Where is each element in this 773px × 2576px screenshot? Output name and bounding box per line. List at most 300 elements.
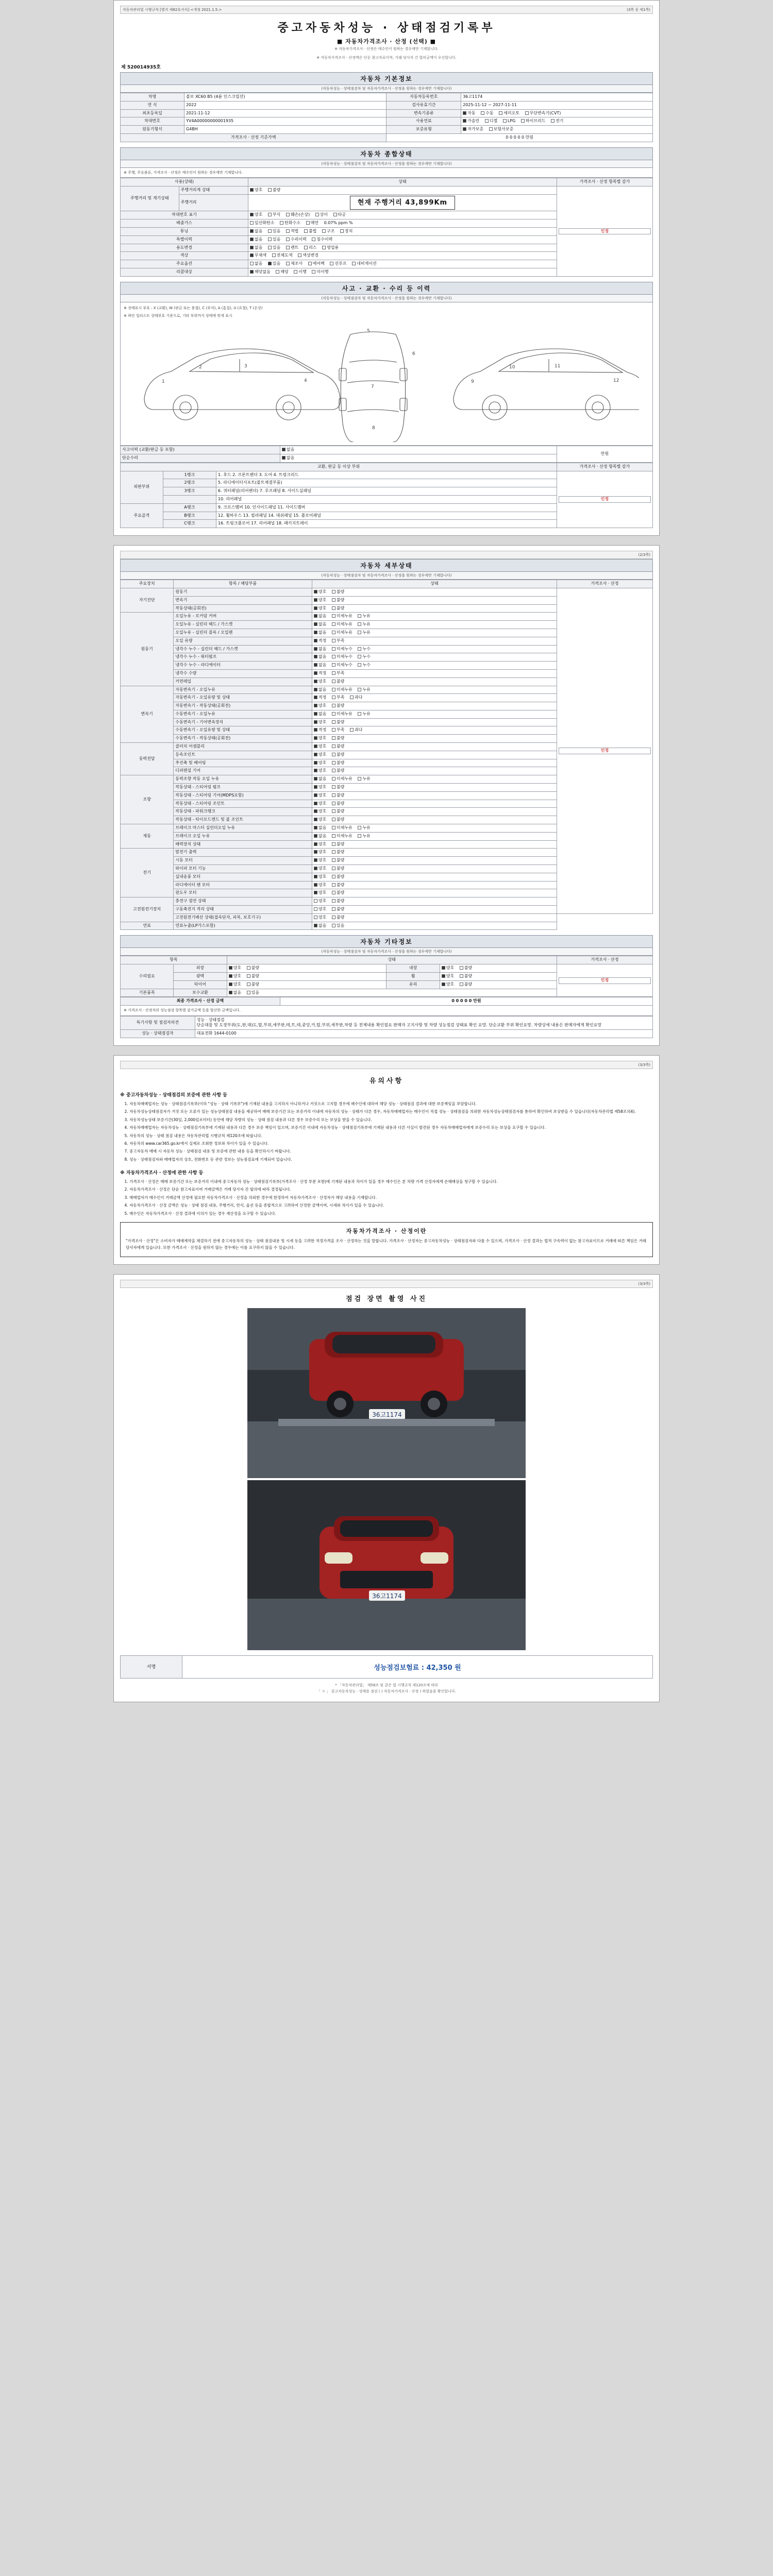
checkbox-icon[interactable] <box>332 875 335 878</box>
option-good[interactable]: 양호 <box>314 760 326 766</box>
option-vin-punch[interactable]: 타공 <box>333 212 346 218</box>
option-usage-commercial[interactable]: 영업용 <box>322 245 339 251</box>
checkbox-icon[interactable] <box>314 858 317 862</box>
checkbox-icon[interactable] <box>322 246 326 249</box>
checkbox-icon[interactable] <box>250 253 254 257</box>
checkbox-icon[interactable] <box>286 213 290 216</box>
option-slight-leak[interactable]: 미세누수 <box>332 654 352 660</box>
checkbox-icon[interactable] <box>332 907 335 911</box>
option-none[interactable]: 없음 <box>314 663 326 668</box>
checkbox-icon[interactable] <box>332 753 335 756</box>
checkbox-icon[interactable] <box>314 655 317 658</box>
checkbox-icon[interactable] <box>358 647 361 651</box>
option-color-original[interactable]: 무채색 <box>250 253 266 259</box>
checkbox-icon[interactable] <box>332 712 335 716</box>
checkbox-icon[interactable] <box>332 850 335 854</box>
checkbox-icon[interactable] <box>314 671 317 675</box>
option-good[interactable]: 양호 <box>314 809 326 815</box>
checkbox-icon[interactable] <box>463 119 466 123</box>
checkbox-icon[interactable] <box>503 119 507 123</box>
option-options-maker[interactable]: 제조사 <box>286 261 303 267</box>
checkbox-icon[interactable] <box>250 213 254 216</box>
option-good[interactable]: 양호 <box>314 679 326 685</box>
option-good[interactable]: 양호 <box>314 817 326 823</box>
option-good[interactable]: 양호 <box>442 982 454 988</box>
option-bad[interactable]: 불량 <box>332 793 344 799</box>
option-bad[interactable]: 불량 <box>332 890 344 896</box>
option-slight-leak[interactable]: 미세누유 <box>332 687 352 693</box>
option-good[interactable]: 양호 <box>314 842 326 848</box>
checkbox-icon[interactable] <box>332 826 335 829</box>
option-bad[interactable]: 불량 <box>332 866 344 872</box>
checkbox-icon[interactable] <box>247 974 250 978</box>
checkbox-icon[interactable] <box>314 704 317 707</box>
checkbox-icon[interactable] <box>308 262 312 265</box>
option-tuning-structure[interactable]: 구조 <box>322 229 334 234</box>
option-adequate[interactable]: 적정 <box>314 671 326 676</box>
option-good[interactable]: 양호 <box>314 874 326 880</box>
checkbox-icon[interactable] <box>350 696 354 699</box>
checkbox-icon[interactable] <box>332 680 335 683</box>
option-tuning-yes[interactable]: 있음 <box>268 229 280 234</box>
checkbox-icon[interactable] <box>314 606 317 610</box>
option-recall-yes[interactable]: 해당 <box>276 269 288 275</box>
option-good[interactable]: 양호 <box>314 866 326 872</box>
checkbox-icon[interactable] <box>332 777 335 781</box>
option-good[interactable]: 양호 <box>314 858 326 863</box>
option-usage-lease[interactable]: 리스 <box>304 245 316 251</box>
checkbox-icon[interactable] <box>314 834 317 838</box>
option-special-yes[interactable]: 있음 <box>268 237 280 243</box>
checkbox-icon[interactable] <box>314 769 317 772</box>
option-bad[interactable]: 불량 <box>332 850 344 855</box>
checkbox-icon[interactable] <box>268 262 272 265</box>
checkbox-icon[interactable] <box>463 111 466 115</box>
checkbox-icon[interactable] <box>332 663 335 667</box>
checkbox-icon[interactable] <box>250 238 254 241</box>
checkbox-icon[interactable] <box>229 966 232 970</box>
option-none[interactable]: 없음 <box>314 647 326 652</box>
checkbox-icon[interactable] <box>314 916 317 919</box>
option-good[interactable]: 양호 <box>442 974 454 979</box>
checkbox-icon[interactable] <box>332 744 335 748</box>
checkbox-icon[interactable] <box>250 221 254 225</box>
option-bad[interactable]: 불량 <box>332 598 344 603</box>
checkbox-icon[interactable] <box>247 966 250 970</box>
checkbox-icon[interactable] <box>314 680 317 683</box>
option-bad[interactable]: 불량 <box>332 801 344 807</box>
option-good[interactable]: 양호 <box>314 598 326 603</box>
option-bad[interactable]: 불량 <box>460 965 472 971</box>
checkbox-icon[interactable] <box>247 982 250 986</box>
option-bad[interactable]: 불량 <box>332 915 344 921</box>
option-bad[interactable]: 불량 <box>332 785 344 790</box>
option-emission-smoke[interactable]: 매연 <box>306 221 318 226</box>
option-yes[interactable]: 있음 <box>247 990 259 996</box>
option-bad[interactable]: 불량 <box>332 809 344 815</box>
option-bad[interactable]: 불량 <box>332 768 344 774</box>
checkbox-icon[interactable] <box>250 188 254 192</box>
option-insufficient[interactable]: 부족 <box>332 695 344 701</box>
checkbox-icon[interactable] <box>332 769 335 772</box>
checkbox-icon[interactable] <box>314 777 317 781</box>
checkbox-icon[interactable] <box>314 883 317 887</box>
checkbox-icon[interactable] <box>332 834 335 838</box>
option-adequate[interactable]: 적정 <box>314 638 326 644</box>
checkbox-icon[interactable] <box>332 761 335 765</box>
option-options-sunroof[interactable]: 선루프 <box>330 261 346 267</box>
checkbox-icon[interactable] <box>314 720 317 724</box>
option-good[interactable]: 양호 <box>314 793 326 799</box>
option-slight-leak[interactable]: 미세누수 <box>332 647 352 652</box>
checkbox-icon[interactable] <box>332 883 335 887</box>
checkbox-icon[interactable] <box>314 899 317 903</box>
checkbox-icon[interactable] <box>280 221 283 225</box>
option-tuning-legal[interactable]: 적법 <box>286 229 298 234</box>
option-bad[interactable]: 불량 <box>332 589 344 595</box>
option-none[interactable]: 없음 <box>229 990 241 996</box>
option-fuel-lpg[interactable]: LPG <box>503 118 515 124</box>
option-recall-done[interactable]: 이행 <box>294 269 306 275</box>
option-recall-not-done[interactable]: 미이행 <box>312 269 328 275</box>
option-good[interactable]: 양호 <box>314 606 326 612</box>
option-usage-yes[interactable]: 있음 <box>268 245 280 251</box>
checkbox-icon[interactable] <box>332 590 335 594</box>
checkbox-icon[interactable] <box>250 270 254 274</box>
option-none[interactable]: 없음 <box>314 711 326 717</box>
option-color-full-paint[interactable]: 전체도색 <box>272 253 293 259</box>
option-fuel-diesel[interactable]: 디젤 <box>485 118 497 124</box>
option-bad[interactable]: 불량 <box>332 679 344 685</box>
checkbox-icon[interactable] <box>332 696 335 699</box>
option-leak[interactable]: 누유 <box>358 622 370 628</box>
option-bad[interactable]: 불량 <box>460 982 472 988</box>
option-insufficient[interactable]: 부족 <box>332 727 344 733</box>
option-none[interactable]: 없음 <box>314 622 326 628</box>
option-trans-cvt[interactable]: 무단변속기(CVT) <box>525 111 561 116</box>
option-leak[interactable]: 누유 <box>358 630 370 636</box>
checkbox-icon[interactable] <box>314 850 317 854</box>
checkbox-icon[interactable] <box>332 916 335 919</box>
option-good[interactable]: 양호 <box>314 589 326 595</box>
checkbox-icon[interactable] <box>352 262 356 265</box>
checkbox-icon[interactable] <box>314 809 317 813</box>
checkbox-icon[interactable] <box>229 974 232 978</box>
option-bad[interactable]: 불량 <box>332 907 344 912</box>
option-emission-co[interactable]: 일산화탄소 <box>250 221 275 226</box>
checkbox-icon[interactable] <box>314 761 317 765</box>
option-bad[interactable]: 불량 <box>332 752 344 758</box>
option-usage-none[interactable]: 없음 <box>250 245 262 251</box>
checkbox-icon[interactable] <box>229 982 232 986</box>
option-bad[interactable]: 불량 <box>332 744 344 750</box>
checkbox-icon[interactable] <box>314 590 317 594</box>
checkbox-icon[interactable] <box>332 598 335 602</box>
checkbox-icon[interactable] <box>314 598 317 602</box>
checkbox-icon[interactable] <box>250 246 254 249</box>
option-accident-none[interactable]: 없음 <box>282 447 294 453</box>
option-emission-hc[interactable]: 탄화수소 <box>280 221 300 226</box>
checkbox-icon[interactable] <box>314 696 317 699</box>
checkbox-icon[interactable] <box>286 246 290 249</box>
checkbox-icon[interactable] <box>314 622 317 626</box>
option-options-airbag[interactable]: 에어백 <box>308 261 325 267</box>
checkbox-icon[interactable] <box>358 622 361 626</box>
checkbox-icon[interactable] <box>282 456 285 460</box>
option-none[interactable]: 없음 <box>314 834 326 839</box>
option-vin-different[interactable]: 상이 <box>315 212 328 218</box>
option-leak[interactable]: 누유 <box>358 687 370 693</box>
checkbox-icon[interactable] <box>314 647 317 651</box>
checkbox-icon[interactable] <box>332 842 335 846</box>
option-options-none[interactable]: 없음 <box>250 261 262 267</box>
checkbox-icon[interactable] <box>304 229 308 233</box>
checkbox-icon[interactable] <box>314 712 317 716</box>
checkbox-icon[interactable] <box>322 229 326 233</box>
option-none[interactable]: 없음 <box>314 614 326 619</box>
checkbox-icon[interactable] <box>314 826 317 829</box>
option-trans-manual[interactable]: 수동 <box>481 111 493 116</box>
checkbox-icon[interactable] <box>294 270 297 274</box>
checkbox-icon[interactable] <box>314 614 317 618</box>
checkbox-icon[interactable] <box>332 647 335 651</box>
checkbox-icon[interactable] <box>268 238 272 241</box>
option-bad[interactable]: 불량 <box>332 760 344 766</box>
option-adequate[interactable]: 적정 <box>314 727 326 733</box>
checkbox-icon[interactable] <box>340 229 344 233</box>
checkbox-icon[interactable] <box>268 246 272 249</box>
checkbox-icon[interactable] <box>332 671 335 675</box>
option-slight-leak[interactable]: 미세누유 <box>332 834 352 839</box>
checkbox-icon[interactable] <box>298 253 301 257</box>
checkbox-icon[interactable] <box>314 639 317 642</box>
checkbox-icon[interactable] <box>314 753 317 756</box>
option-vin-damage[interactable]: 훼손(손상) <box>286 212 310 218</box>
checkbox-icon[interactable] <box>463 127 466 131</box>
option-good[interactable]: 양호 <box>314 890 326 896</box>
checkbox-icon[interactable] <box>358 663 361 667</box>
checkbox-icon[interactable] <box>332 728 335 732</box>
checkbox-icon[interactable] <box>247 991 250 994</box>
option-bad[interactable]: 불량 <box>332 858 344 863</box>
checkbox-icon[interactable] <box>304 246 308 249</box>
option-usage-rent[interactable]: 렌트 <box>286 245 298 251</box>
option-good[interactable]: 양호 <box>229 965 241 971</box>
option-leak[interactable]: 누유 <box>358 825 370 831</box>
option-leak[interactable]: 누유 <box>358 614 370 619</box>
checkbox-icon[interactable] <box>332 631 335 634</box>
checkbox-icon[interactable] <box>332 720 335 724</box>
option-fuel-gasoline[interactable]: 가솔린 <box>463 118 479 124</box>
option-good[interactable]: 양호 <box>314 899 326 904</box>
option-good[interactable]: 양호 <box>314 720 326 725</box>
checkbox-icon[interactable] <box>442 982 445 986</box>
checkbox-icon[interactable] <box>332 639 335 642</box>
checkbox-icon[interactable] <box>358 614 361 618</box>
checkbox-icon[interactable] <box>314 793 317 797</box>
checkbox-icon[interactable] <box>332 809 335 813</box>
option-vin-good[interactable]: 양호 <box>250 212 262 218</box>
option-bad[interactable]: 불량 <box>332 883 344 888</box>
option-slight-leak[interactable]: 미세누유 <box>332 711 352 717</box>
checkbox-icon[interactable] <box>314 907 317 911</box>
checkbox-icon[interactable] <box>330 262 333 265</box>
option-good[interactable]: 양호 <box>229 982 241 988</box>
option-odometer-good[interactable]: 양호 <box>250 188 262 193</box>
option-good[interactable]: 양호 <box>314 752 326 758</box>
option-yes[interactable]: 있음 <box>332 923 344 929</box>
option-leak[interactable]: 누수 <box>358 647 370 652</box>
checkbox-icon[interactable] <box>229 991 232 994</box>
option-adequate[interactable]: 적정 <box>314 695 326 701</box>
option-special-none[interactable]: 없음 <box>250 237 262 243</box>
checkbox-icon[interactable] <box>332 614 335 618</box>
checkbox-icon[interactable] <box>460 982 463 986</box>
checkbox-icon[interactable] <box>358 688 361 691</box>
option-repair-history[interactable]: 수리이력 <box>286 237 307 243</box>
checkbox-icon[interactable] <box>286 229 290 233</box>
checkbox-icon[interactable] <box>268 213 272 216</box>
option-good[interactable]: 양호 <box>442 965 454 971</box>
option-bad[interactable]: 불량 <box>332 842 344 848</box>
option-leak[interactable]: 누유 <box>358 711 370 717</box>
option-bad[interactable]: 불량 <box>332 899 344 904</box>
checkbox-icon[interactable] <box>332 818 335 821</box>
checkbox-icon[interactable] <box>525 111 529 115</box>
option-bad[interactable]: 불량 <box>332 703 344 709</box>
checkbox-icon[interactable] <box>332 655 335 658</box>
checkbox-icon[interactable] <box>460 966 463 970</box>
option-slight-leak[interactable]: 미세누유 <box>332 614 352 619</box>
checkbox-icon[interactable] <box>358 777 361 781</box>
checkbox-icon[interactable] <box>332 793 335 797</box>
option-leak[interactable]: 누유 <box>358 776 370 782</box>
checkbox-icon[interactable] <box>250 262 254 265</box>
checkbox-icon[interactable] <box>314 867 317 870</box>
option-none[interactable]: 없음 <box>314 687 326 693</box>
option-tuning-illegal[interactable]: 불법 <box>304 229 316 234</box>
option-options-navigation[interactable]: 네비게이션 <box>352 261 377 267</box>
option-none[interactable]: 없음 <box>314 630 326 636</box>
option-bad[interactable]: 불량 <box>332 736 344 741</box>
checkbox-icon[interactable] <box>314 688 317 691</box>
option-slight-leak[interactable]: 미세누유 <box>332 825 352 831</box>
checkbox-icon[interactable] <box>272 253 276 257</box>
option-good[interactable]: 양호 <box>314 850 326 855</box>
checkbox-icon[interactable] <box>332 688 335 691</box>
option-good[interactable]: 양호 <box>229 974 241 979</box>
option-tuning-device[interactable]: 장치 <box>340 229 352 234</box>
option-good[interactable]: 양호 <box>314 915 326 921</box>
checkbox-icon[interactable] <box>332 622 335 626</box>
option-bad[interactable]: 불량 <box>332 606 344 612</box>
checkbox-icon[interactable] <box>358 655 361 658</box>
checkbox-icon[interactable] <box>306 221 310 225</box>
checkbox-icon[interactable] <box>481 111 484 115</box>
checkbox-icon[interactable] <box>332 891 335 894</box>
checkbox-icon[interactable] <box>332 899 335 903</box>
option-leak[interactable]: 누수 <box>358 654 370 660</box>
option-none[interactable]: 없음 <box>314 654 326 660</box>
option-good[interactable]: 양호 <box>314 768 326 774</box>
checkbox-icon[interactable] <box>314 891 317 894</box>
checkbox-icon[interactable] <box>282 448 285 451</box>
checkbox-icon[interactable] <box>358 712 361 716</box>
checkbox-icon[interactable] <box>314 728 317 732</box>
option-slight-leak[interactable]: 미세누유 <box>332 622 352 628</box>
checkbox-icon[interactable] <box>332 736 335 740</box>
checkbox-icon[interactable] <box>358 834 361 838</box>
option-options-yes[interactable]: 있음 <box>268 261 280 267</box>
checkbox-icon[interactable] <box>315 213 319 216</box>
checkbox-icon[interactable] <box>276 270 279 274</box>
checkbox-icon[interactable] <box>350 728 354 732</box>
option-fuel-hybrid[interactable]: 하이브리드 <box>521 118 546 124</box>
checkbox-icon[interactable] <box>460 974 463 978</box>
option-none[interactable]: 없음 <box>314 923 326 929</box>
checkbox-icon[interactable] <box>314 842 317 846</box>
option-slight-leak[interactable]: 미세누수 <box>332 663 352 668</box>
option-good[interactable]: 양호 <box>314 801 326 807</box>
option-bad[interactable]: 불량 <box>247 974 259 979</box>
option-none[interactable]: 없음 <box>314 776 326 782</box>
option-excess[interactable]: 과다 <box>350 727 362 733</box>
checkbox-icon[interactable] <box>314 875 317 878</box>
option-leak[interactable]: 누수 <box>358 663 370 668</box>
checkbox-icon[interactable] <box>268 188 272 192</box>
option-trans-semi[interactable]: 세미오토 <box>499 111 519 116</box>
option-bad[interactable]: 불량 <box>332 720 344 725</box>
option-good[interactable]: 양호 <box>314 736 326 741</box>
checkbox-icon[interactable] <box>551 119 554 123</box>
checkbox-icon[interactable] <box>314 818 317 821</box>
checkbox-icon[interactable] <box>250 229 254 233</box>
option-good[interactable]: 양호 <box>314 744 326 750</box>
option-recall-na[interactable]: 해당없음 <box>250 269 271 275</box>
checkbox-icon[interactable] <box>314 802 317 805</box>
checkbox-icon[interactable] <box>358 631 361 634</box>
checkbox-icon[interactable] <box>521 119 525 123</box>
option-color-changed[interactable]: 색상변경 <box>298 253 318 259</box>
option-simple-repair-none[interactable]: 없음 <box>282 455 294 461</box>
option-good[interactable]: 양호 <box>314 785 326 790</box>
checkbox-icon[interactable] <box>312 270 315 274</box>
checkbox-icon[interactable] <box>332 802 335 805</box>
option-warranty-self[interactable]: 자가보증 <box>463 127 483 132</box>
option-trans-auto[interactable]: 자동 <box>463 111 475 116</box>
checkbox-icon[interactable] <box>332 867 335 870</box>
option-good[interactable]: 양호 <box>314 883 326 888</box>
checkbox-icon[interactable] <box>332 924 335 927</box>
checkbox-icon[interactable] <box>442 974 445 978</box>
option-warranty-insurer[interactable]: 보험사보증 <box>489 127 514 132</box>
checkbox-icon[interactable] <box>314 744 317 748</box>
option-bad[interactable]: 불량 <box>332 874 344 880</box>
option-good[interactable]: 양호 <box>314 703 326 709</box>
option-bad[interactable]: 불량 <box>332 817 344 823</box>
option-leak[interactable]: 누유 <box>358 834 370 839</box>
option-insufficient[interactable]: 부족 <box>332 671 344 676</box>
checkbox-icon[interactable] <box>314 924 317 927</box>
option-tuning-none[interactable]: 없음 <box>250 229 262 234</box>
checkbox-icon[interactable] <box>268 229 272 233</box>
option-slight-leak[interactable]: 미세누유 <box>332 776 352 782</box>
checkbox-icon[interactable] <box>314 631 317 634</box>
option-flood-history[interactable]: 침수이력 <box>312 237 332 243</box>
option-slight-leak[interactable]: 미세누유 <box>332 630 352 636</box>
checkbox-icon[interactable] <box>485 119 489 123</box>
checkbox-icon[interactable] <box>286 238 290 241</box>
